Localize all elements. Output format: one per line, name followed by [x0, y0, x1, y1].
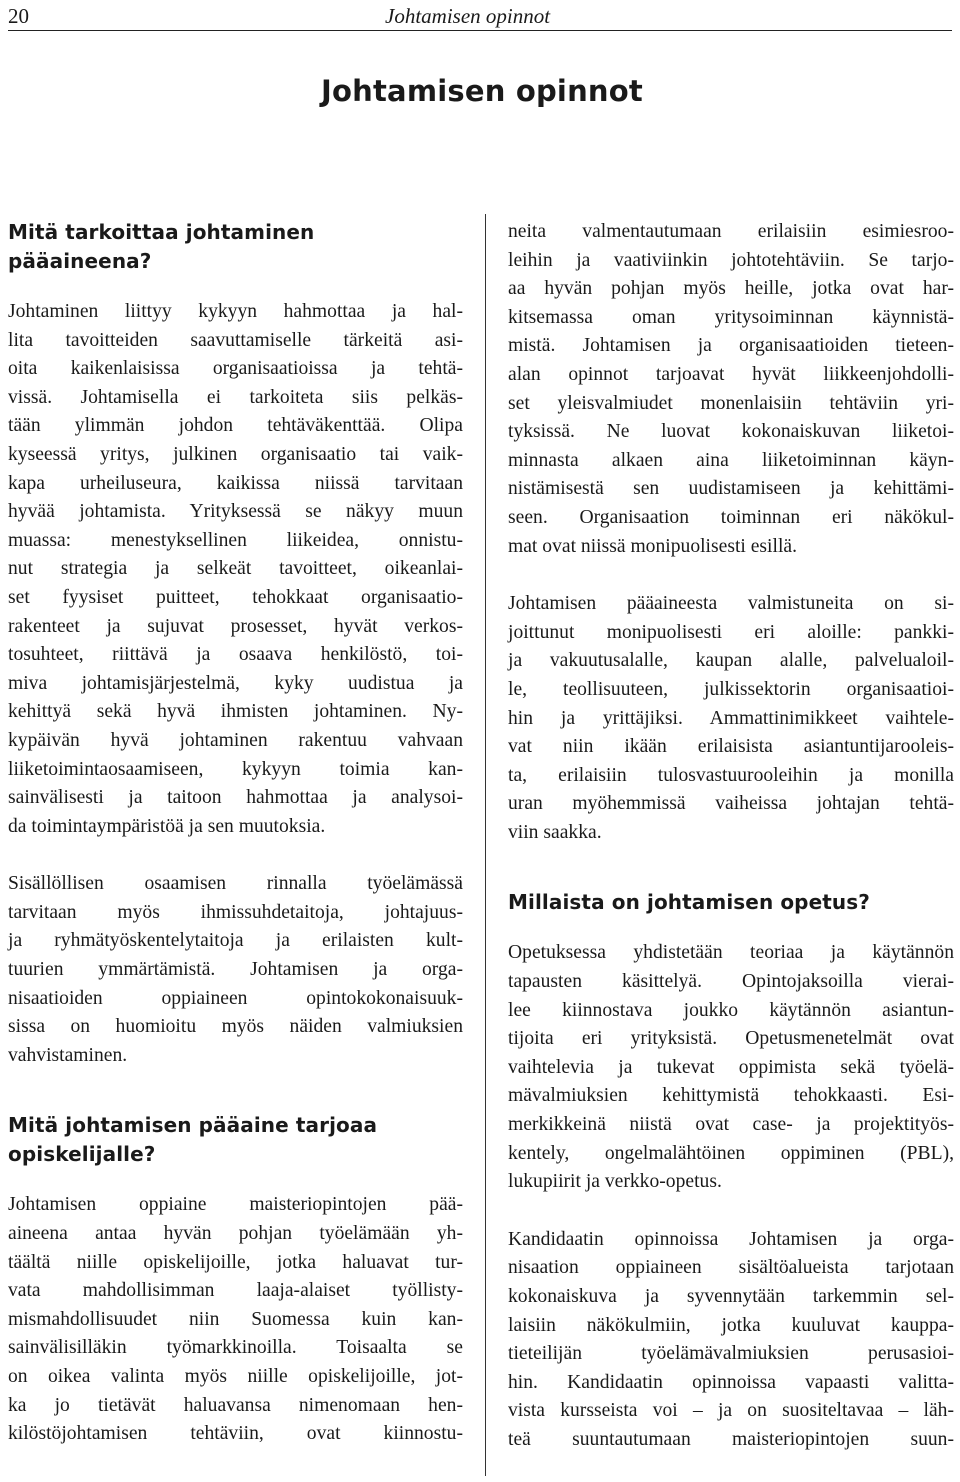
- text-line: seen. Organisaation toiminnan eri näkökul-: [508, 506, 954, 528]
- text-line: ka jo tietävät haluavansa nimenomaan hen-: [8, 1394, 463, 1416]
- section-heading-what-it-offers: [8, 1111, 463, 1169]
- text-line: nut strategia ja selkeät tavoitteet, oikeanlai-: [8, 558, 463, 580]
- heading-line: opiskelijalle?: [8, 1142, 156, 1167]
- text-line: tieteilijän työelämävalmiuksien perusasioi-: [508, 1343, 954, 1365]
- text-line: nistämisestä sen uudistamiseen ja kehittämi-: [508, 478, 954, 500]
- running-header: [8, 4, 952, 31]
- text-line: rakenteet ja sujuvat prosesset, hyvät verkos-: [8, 615, 463, 637]
- right-column: [508, 218, 954, 1455]
- heading-line: Mitä johtamisen pääaine tarjoaa: [8, 1113, 378, 1138]
- text-line: täältä niille opiskelijoille, jotka haluavat tur-: [8, 1251, 463, 1273]
- text-line: muassa: menestyksellinen liikeidea, onnistu-: [8, 529, 463, 551]
- text-line: kentely, ongelmalähtöinen oppiminen (PBL),: [508, 1142, 954, 1164]
- text-line: ja vakuutusalalle, kaupan alalle, palvelualoil-: [508, 650, 954, 672]
- text-line: kyseessä yritys, julkinen organisaatio tai vaik-: [8, 443, 463, 465]
- text-line: mat ovat niissä monipuolisesti esillä.: [508, 535, 797, 557]
- text-line: Johtamisen oppiaine maisteriopintojen pää-: [8, 1194, 463, 1216]
- text-line: kehittyä sekä hyvä ihmisten johtaminen. Ny-: [8, 701, 463, 723]
- paragraph-bachelor-studies: [508, 1226, 954, 1455]
- text-line: tarvitaan myös ihmissuhdetaitoja, johtajuus-: [8, 901, 463, 923]
- text-line: miva johtamisjärjestelmä, kyky uudistua ja: [8, 672, 463, 694]
- heading-line: Mitä tarkoittaa johtaminen: [8, 220, 315, 244]
- left-column: [8, 218, 463, 1449]
- text-line: kapa urheiluseura, kaikissa niissä tarvitaan: [8, 472, 463, 494]
- text-line: lukupiirit ja verkko-opetus.: [508, 1171, 722, 1193]
- text-line: sainvälisilläkin työmarkkinoilla. Toisaalta se: [8, 1337, 463, 1359]
- text-line: lee kiinnostava joukko käytännön asiantun-: [508, 999, 954, 1021]
- text-line: tyksissä. Ne luovat kokonaiskuvan liiketoi-: [508, 421, 954, 443]
- text-line: nisaation oppiaineen sisältöalueista tarjotaan: [508, 1257, 954, 1279]
- text-line: mismahdollisuudet niin Suomessa kuin kan-: [8, 1308, 463, 1330]
- paragraph-teaching-methods: [508, 939, 954, 1196]
- text-line: set fyysiset puitteet, tehokkaat organisaatio-: [8, 586, 463, 608]
- text-line: ja ryhmätyöskentelytaitoja ja erilaisten kult-: [8, 930, 463, 952]
- text-line: vahvistaminen.: [8, 1044, 128, 1066]
- paragraph-career-foundation: [8, 1191, 463, 1448]
- text-line: tijoita eri yrityksistä. Opetusmenetelmät ovat: [508, 1028, 954, 1050]
- text-line: vata mahdollisimman laaja-alaiset työllisty-: [8, 1280, 463, 1302]
- text-line: tään ylimmän johdon tehtäväkenttää. Olipa: [8, 415, 463, 437]
- text-line: ta, erilaisiin tulosvastuurooleihin ja monilla: [508, 764, 954, 786]
- text-line: vat niin ikään erilaisista asiantuntijarooleis-: [508, 736, 954, 758]
- text-line: vissä. Johtamisella ei tarkoiteta siis pelkäs-: [8, 386, 463, 408]
- text-line: sissa on huomioitu myös näiden valmiuksien: [8, 1016, 463, 1038]
- section-heading-main-subject: [8, 218, 463, 276]
- page-title: Johtamisen opinnot: [321, 74, 643, 108]
- paragraph-interpersonal-skills: [8, 870, 463, 1070]
- text-line: alan opinnot tarjoavat hyvät liikkeenjohdolli-: [508, 363, 954, 385]
- text-line: Johtamisen pääaineesta valmistuneita on si-: [508, 593, 954, 615]
- text-line: merkikkeinä niistä ovat case- ja projektityös-: [508, 1114, 954, 1136]
- text-line: le, teollisuuteen, julkissektorin organisaatioi-: [508, 678, 954, 700]
- text-line: sainvälisesti ja taitoon hahmottaa ja analysoi-: [8, 787, 463, 809]
- text-line: oita kaikenlaisissa organisaatioissa ja tehtä-: [8, 358, 463, 380]
- text-line: nisaatioiden oppiaineen opintokokonaisuuk-: [8, 987, 463, 1009]
- text-line: uran myöhemmissä vaiheissa johtajan tehtä-: [508, 793, 954, 815]
- text-line: vista kursseista voi – ja on suositeltavaa – läh-: [508, 1400, 954, 1422]
- text-line: aa hyvän pohjan myös heille, jotka ovat har-: [508, 278, 954, 300]
- text-line: neita valmentautumaan erilaisiin esimiesroo-: [508, 221, 954, 242]
- text-line: vaihtelevia ja tukevat oppimista sekä työelä-: [508, 1056, 954, 1078]
- text-line: laisiin näkökulmiin, jotka kuuluvat kauppa-: [508, 1314, 954, 1336]
- text-line: hin. Kandidaatin opinnoissa vapaasti valitta-: [508, 1371, 954, 1393]
- text-line: kokonaiskuva ja syvennytään tarkemmin sel-: [508, 1286, 954, 1307]
- text-line: da toimintaympäristöä ja sen muutoksia.: [8, 815, 326, 837]
- text-line: on oikea valinta myös niille opiskelijoille, jot-: [8, 1366, 463, 1387]
- text-line: set yleisvalmiudet monenlaisiin tehtäviin yri-: [508, 392, 954, 414]
- text-line: tuurien ymmärtämistä. Johtamisen ja orga-: [8, 959, 463, 981]
- text-line: mistä. Johtamisen ja organisaatioiden tieteen-: [508, 335, 954, 357]
- text-line: minnasta alkaen aina liiketoiminnan käyn-: [508, 449, 954, 471]
- paragraph-continued: [508, 218, 954, 561]
- text-line: tosuhteet, riittävä ja osaava henkilöstö, toi-: [8, 644, 463, 666]
- paragraph-what-is-leadership: [8, 298, 463, 841]
- text-line: viin saakka.: [508, 821, 602, 843]
- text-line: joittunut monipuolisesti eri aloille: pankki-: [508, 621, 954, 643]
- text-line: lita tavoitteiden saavuttamiselle tärkeitä asi-: [8, 329, 463, 351]
- text-line: Opetuksessa yhdistetään teoriaa ja käytännön: [508, 942, 954, 964]
- section-heading-teaching: [508, 888, 954, 917]
- paragraph-graduate-careers: [508, 590, 954, 847]
- text-line: aineena antaa hyvän pohjan työelämään yh-: [8, 1223, 463, 1245]
- heading-line: pääaineena?: [8, 249, 152, 273]
- text-line: kitsemassa oman yritysoiminnan käynnistä-: [508, 306, 954, 328]
- text-line: teä suuntautumaan maisteriopintojen suun-: [508, 1428, 954, 1450]
- running-title: Johtamisen opinnot: [385, 4, 551, 28]
- text-line: kilöstöjohtamisen tehtäviin, ovat kiinnostu-: [8, 1423, 463, 1445]
- text-line: kypäivän hyvä johtaminen rakentuu vahvaan: [8, 729, 463, 751]
- text-line: tapausten käsittelyä. Opintojaksoilla vierai-: [508, 971, 954, 993]
- text-line: liiketoimintaosaamiseen, kykyyn toimia kan-: [8, 758, 463, 780]
- heading-line: Millaista on johtamisen opetus?: [508, 890, 870, 915]
- column-divider: [485, 214, 486, 1476]
- text-line: mävalmiuksien kehittymistä tehokkaasti. Esi-: [508, 1085, 954, 1107]
- text-line: hin ja yrittäjiksi. Ammattinimikkeet vaihtele-: [508, 707, 954, 729]
- text-line: Sisällöllisen osaamisen rinnalla työelämässä: [8, 873, 463, 895]
- text-line: leihin ja vaativiinkin johtotehtäviin. Se tarjo-: [508, 249, 954, 271]
- text-line: Kandidaatin opinnoissa Johtamisen ja orga-: [508, 1228, 954, 1250]
- text-line: Johtaminen liittyy kykyyn hahmottaa ja hal-: [8, 301, 463, 322]
- text-line: hyvää johtamista. Yrityksessä se näkyy muun: [8, 501, 463, 523]
- page-number: 20: [8, 4, 29, 28]
